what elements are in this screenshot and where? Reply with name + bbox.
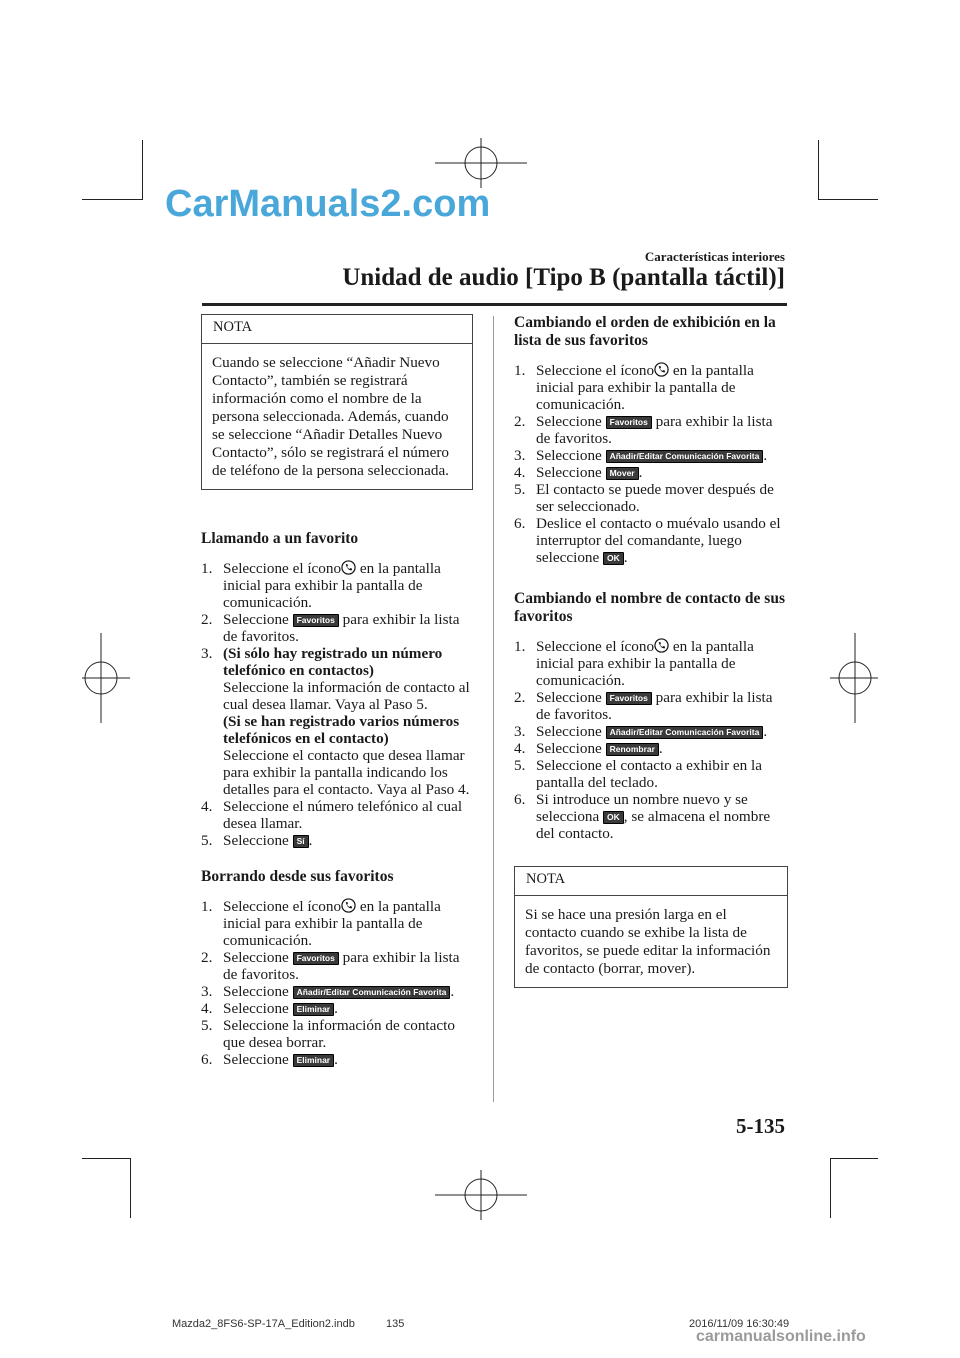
anadir-editar-button: Añadir/Editar Comunicación Favorita	[606, 726, 764, 739]
crop-mark	[830, 1158, 878, 1159]
favoritos-button: Favoritos	[293, 614, 339, 627]
step: 5. Seleccione el contacto a exhibir en la pantalla del teclado.	[514, 757, 763, 791]
note-body: Cuando se seleccione “Añadir Nuevo Contacto”, también se registrará información como el nombre de la persona seleccionada. Además, cuando se seleccione “Añadir Detalles Nuevo Contacto”, sólo se registrará el número de teléfono de la persona seleccionada.	[212, 354, 450, 479]
step: 1. Seleccione el ícono en la pantalla inicial para exhibir la pantalla de comunicación.	[514, 638, 754, 689]
phone-icon	[654, 362, 669, 377]
phone-icon	[654, 638, 669, 653]
phone-icon	[341, 560, 356, 575]
eliminar-button: Eliminar	[293, 1054, 335, 1067]
step: 4. Seleccione Renombrar .	[514, 740, 663, 757]
phone-icon	[341, 898, 356, 913]
registration-mark	[435, 138, 527, 188]
anadir-editar-button: Añadir/Editar Comunicación Favorita	[293, 986, 451, 999]
ok-button: OK	[603, 552, 624, 565]
step: 3. Seleccione Añadir/Editar Comunicación Favorita .	[514, 447, 768, 464]
step: 1. Seleccione el ícono en la pantalla inicial para exhibir la pantalla de comunicación.	[514, 362, 754, 413]
favoritos-button: Favoritos	[606, 692, 652, 705]
left-column	[201, 314, 473, 1068]
step: 5. Seleccione la información de contacto que desea borrar.	[201, 1017, 455, 1051]
eliminar-button: Eliminar	[293, 1003, 335, 1016]
renombrar-button: Renombrar	[606, 743, 659, 756]
step: 5. Seleccione Sí .	[201, 832, 313, 849]
favoritos-button: Favoritos	[293, 952, 339, 965]
crop-mark	[830, 1158, 831, 1218]
section-heading: Llamando a un favorito	[201, 530, 359, 547]
crop-mark	[130, 1158, 131, 1218]
note-box	[201, 314, 473, 490]
si-button: Sí	[293, 835, 309, 848]
step: 6. Deslice el contacto o muévalo usando el interruptor del comandante, luego seleccione OK .	[514, 515, 781, 566]
watermark: CarManuals2.com	[165, 183, 491, 225]
step: 2. Seleccione Favoritos para exhibir la lista de favoritos.	[514, 413, 773, 447]
column-divider	[493, 316, 494, 1102]
watermark-bottom: carmanualsonline.info	[696, 1328, 866, 1345]
section-heading: Borrando desde sus favoritos	[201, 868, 394, 885]
step: 1. Seleccione el ícono en la pantalla inicial para exhibir la pantalla de comunicación.	[201, 898, 441, 949]
step: 2. Seleccione Favoritos para exhibir la lista de favoritos.	[201, 949, 460, 983]
crop-mark	[818, 140, 819, 200]
step: 2. Seleccione Favoritos para exhibir la lista de favoritos.	[514, 689, 773, 723]
ok-button: OK	[603, 811, 624, 824]
note-body: Si se hace una presión larga en el contacto cuando se exhibe la lista de favoritos, se puede editar la información de contacto (borrar, mover).	[525, 906, 771, 977]
step: 5. El contacto se puede mover después de ser seleccionado.	[514, 481, 774, 515]
page-number: 5-135	[736, 1114, 785, 1138]
steps-list	[514, 638, 788, 842]
section-heading: Cambiando el nombre de contacto de sus favoritos	[514, 590, 785, 625]
anadir-editar-button: Añadir/Editar Comunicación Favorita	[606, 450, 764, 463]
step: 3. Seleccione Añadir/Editar Comunicación Favorita .	[201, 983, 455, 1000]
footer-timestamp: 2016/11/09 16:30:49	[689, 1318, 790, 1330]
step: 6. Si introduce un nombre nuevo y se selecciona OK , se almacena el nombre del contacto.	[514, 791, 771, 842]
note-heading: NOTA	[515, 867, 787, 896]
steps-list	[201, 560, 473, 849]
header-rule	[202, 303, 787, 306]
footer-page: 135	[386, 1318, 405, 1330]
step: 1. Seleccione el ícono en la pantalla inicial para exhibir la pantalla de comunicación.	[201, 560, 441, 611]
mover-button: Mover	[606, 467, 639, 480]
footer-file: Mazda2_8FS6-SP-17A_Edition2.indb	[172, 1318, 355, 1330]
registration-mark	[830, 633, 878, 723]
registration-mark	[82, 633, 130, 723]
crop-mark	[142, 140, 143, 200]
steps-list	[201, 898, 473, 1068]
step: 2. Seleccione Favoritos para exhibir la lista de favoritos.	[201, 611, 460, 645]
steps-list	[514, 362, 788, 566]
note-heading: NOTA	[202, 315, 472, 344]
section-label: Características interiores	[644, 249, 785, 264]
note-box	[514, 866, 788, 988]
step: 4. Seleccione el número telefónico al cual desea llamar.	[201, 798, 463, 832]
registration-mark	[435, 1170, 527, 1220]
crop-mark	[82, 199, 142, 200]
right-column	[514, 314, 788, 988]
crop-mark	[82, 1158, 130, 1159]
step: 6. Seleccione Eliminar .	[201, 1051, 338, 1068]
step: 4. Seleccione Eliminar .	[201, 1000, 338, 1017]
crop-mark	[818, 199, 878, 200]
step: 3. Seleccione Añadir/Editar Comunicación Favorita .	[514, 723, 768, 740]
page-title: Unidad de audio [Tipo B (pantalla táctil)]	[342, 264, 785, 291]
favoritos-button: Favoritos	[606, 416, 652, 429]
step: 3. (Si sólo hay registrado un número telefónico en contactos) Seleccione la información de contacto al cual desea llamar. Vaya al Paso 5. (Si se han registrado varios números telefónicos en el contacto) Seleccione el contacto que desea llamar para exhibir la pantalla indicando los detalles para el contacto. Vaya al Paso 4.	[201, 645, 470, 798]
step: 4. Seleccione Mover .	[514, 464, 643, 481]
section-heading: Cambiando el orden de exhibición en la lista de sus favoritos	[514, 314, 776, 349]
